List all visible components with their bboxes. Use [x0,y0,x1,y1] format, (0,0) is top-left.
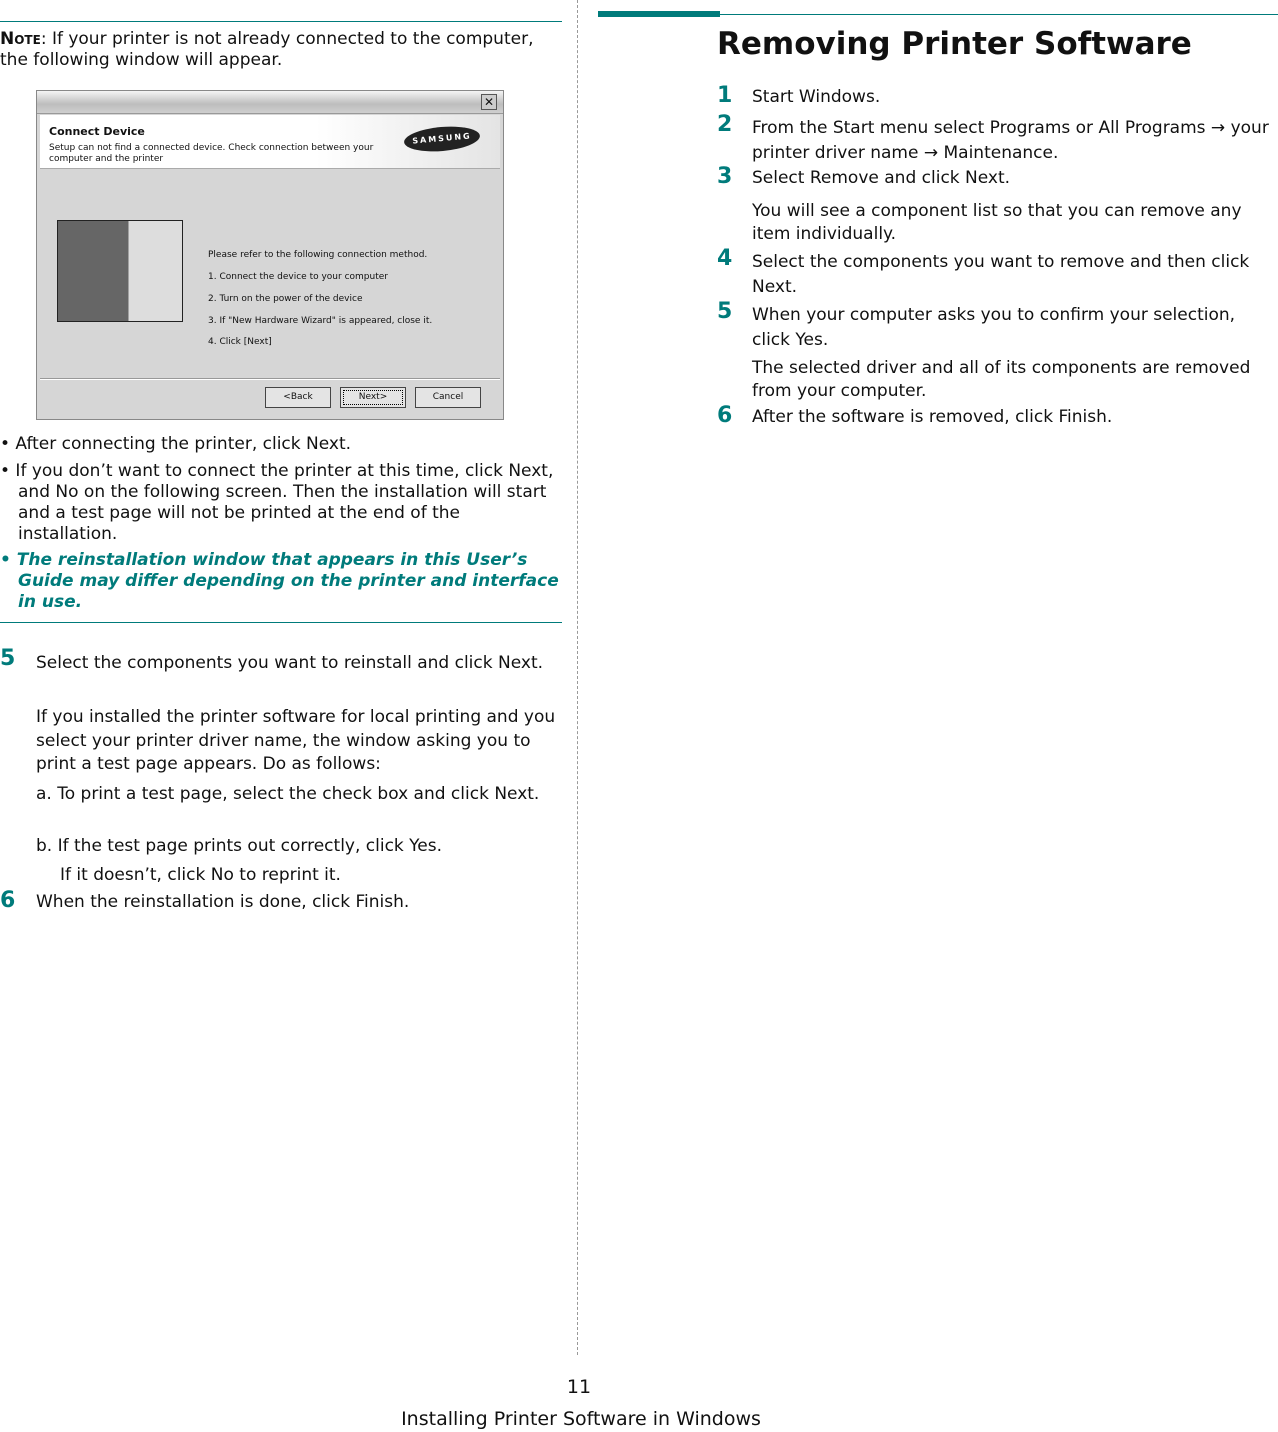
step-number: 5 [717,299,733,324]
next-button[interactable]: Next> [340,387,406,408]
substep-a [36,783,556,806]
dialog-step: 1. Connect the device to your computer [208,272,388,282]
text-segment: . [822,330,829,350]
emphasized-text: Start [832,118,875,138]
dialog-header [40,115,500,169]
text-segment: . [537,653,544,673]
step-number: 1 [717,83,733,108]
dialog-step: 2. Turn on the power of the device [208,294,363,304]
emphasized-text: Finish [1058,407,1107,427]
substep-b [36,836,556,857]
column-divider [577,0,578,1355]
step-number: 4 [717,246,733,271]
text-segment: When your computer asks you to confirm your selection, click [752,305,1236,350]
text-segment: → [918,143,944,163]
text-segment: • After connecting the printer, click [0,434,307,454]
usb-connection-illustration [57,220,183,322]
substep-b-note [60,865,560,886]
text-segment: : If your printer is not already connected to the computer, the following window will appear. [0,29,534,70]
step-paragraph [36,706,556,777]
step-text [752,116,1278,166]
emphasized-text: Maintenance [943,143,1053,163]
note-bottom-rule [0,622,562,623]
text-segment: . [436,836,443,856]
step-text [752,250,1278,300]
connect-device-dialog [36,90,504,420]
dialog-step: 4. Click [Next] [208,337,272,347]
emphasized-text: Programs [989,118,1071,138]
text-segment: . [791,277,798,297]
text-segment: b. If the test page prints out correctly, click [36,836,410,856]
text-segment: menu select [874,118,990,138]
step-paragraph [752,200,1278,245]
close-icon[interactable]: ✕ [481,94,497,110]
reinstall-note: • The reinstallation window that appears in this User’s Guide may differ depending on the printer and interface in use. [0,550,559,612]
samsung-logo: SAMSUNG [403,124,481,155]
text-segment: If it doesn’t, click [60,865,211,885]
text-segment: . [403,892,410,912]
bullet-item [0,461,562,545]
text-segment: . [1106,407,1113,427]
dialog-step: 3. If "New Hardware Wizard" is appeared, close it. [208,316,433,326]
heading-rule [720,14,1278,15]
text-segment: Start Windows. [752,87,881,107]
dialog-title: Connect Device [49,125,145,138]
step-text [752,87,1278,108]
text-segment: When the reinstallation is done, click [36,892,356,912]
text-segment: . [1004,168,1011,188]
text-segment: If you installed the printer software for local printing and you select [36,707,556,751]
text-segment: You will see a component list so that you can remove any item individually. [752,201,1242,244]
step-number: 3 [717,164,733,189]
step-number: 6 [717,403,733,428]
emphasized-text: your printer driver name [91,730,302,751]
emphasized-text: Finish [355,892,404,912]
text-segment: After the software is removed, click [752,407,1059,427]
emphasized-text: No [210,865,234,885]
emphasized-text: Next [498,653,538,673]
text-segment: . [1052,143,1059,163]
step-text [752,407,1278,428]
dialog-subtitle: Setup can not find a connected device. Check connection between your computer and the printer [49,143,374,164]
emphasized-text: your printer driver name [752,118,1269,163]
emphasized-text: Yes [795,330,823,350]
emphasized-text: Next [494,784,534,804]
emphasized-text: All Programs [1098,118,1206,138]
step-number: 5 [0,646,16,671]
text-segment: , the window asking you to print a test page appears. Do as follows: [36,730,531,774]
text-segment: • If you don’t want to connect the printer at this time, click [0,461,509,481]
text-segment: , and [18,461,554,502]
step-number: 6 [0,888,16,913]
text-segment: Select the components you want to reinstall and click [36,653,498,673]
emphasized-text: No [55,482,79,502]
emphasized-text: Next [752,277,792,297]
text-segment: to reprint it. [233,865,341,885]
emphasized-text: Yes [409,836,437,856]
dialog-intro: Please refer to the following connection method. [208,250,428,260]
emphasized-text: Next [965,168,1005,188]
text-segment: . [533,784,540,804]
dialog-titlebar [37,91,503,114]
step-text [36,892,556,913]
note-text [0,29,560,71]
text-segment: → [1205,118,1231,138]
emphasized-text: Next [306,434,346,454]
text-segment: a. To print a test page, select the check box and click [36,784,495,804]
text-segment: The selected driver and all of its components are removed from your computer. [752,358,1251,401]
step-text [752,168,1278,189]
heading-accent-bar [598,11,720,17]
text-segment: Select the components you want to remove and then click [752,252,1250,272]
text-segment: and click [878,168,966,188]
step-number: 2 [717,112,733,137]
cancel-button[interactable]: Cancel [415,387,481,408]
top-rule [0,21,562,22]
step-paragraph [752,357,1278,403]
section-heading: Removing Printer Software [717,26,1192,62]
step-text [752,303,1278,353]
text-segment: Select [752,168,810,188]
text-segment: or [1070,118,1099,138]
text-segment: . [345,434,352,454]
text-segment: From the [752,118,833,138]
footer-title: Installing Printer Software in Windows [401,1408,761,1430]
back-button[interactable]: <Back [265,387,331,408]
emphasized-text: Next [508,461,548,481]
text-segment: on the following screen. Then the installation will start and a test page will not be printed at the end of the installation. [18,482,547,544]
bullet-item [0,434,562,455]
dialog-separator [40,378,500,380]
emphasized-text: Remove [809,168,879,188]
emphasized-text: Note [0,29,41,49]
step-text [36,650,556,676]
page-number: 11 [566,1376,592,1398]
